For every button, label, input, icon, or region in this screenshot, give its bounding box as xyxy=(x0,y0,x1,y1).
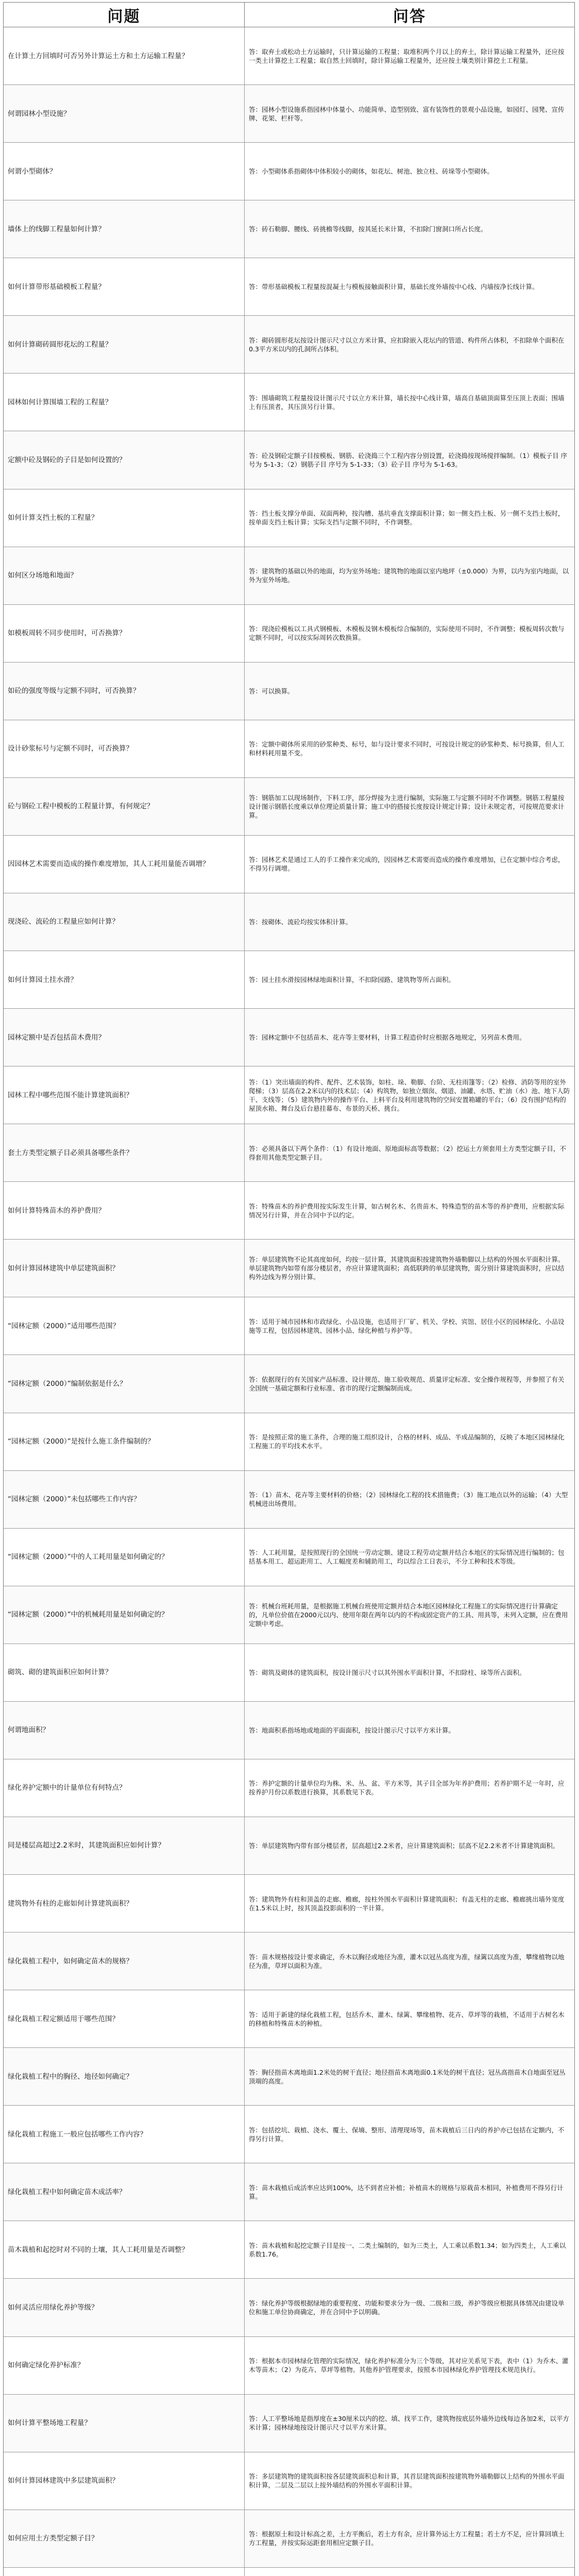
question-cell: 墙体上的线脚工程量如何计算？ xyxy=(4,200,245,258)
answer-cell: 答：绿化养护等级根据绿地的重要程度、功能和要求分为一级、二级和三级，养护等级应根据具体情况由建设单位和施工单位协商确定，并在合同中予以明确。 xyxy=(249,2299,565,2316)
answer-cell: 答：（1）突出墙面的构件、配件、艺术装饰，如柱、垛、勒脚、台阶、无柱雨篷等；（2）检修、消防等用的室外爬梯；（3）层高在2.2米以内的技术层；（4）构筑物，如独立烟囱、烟道、油罐、水塔、贮油（水）池、地下人防干、支线等；（5）建筑物内外的操作平台、上料平台及利用建筑物的空间安置箱罐的平台；（6）没有围护结构的屋顶水箱、舞台及后台悬挂幕布、布景的天桥、挑台。 xyxy=(249,1078,570,1112)
answer-cell: 答：养护定额的计量单位均为株、米、丛、盆、平方米等，其子目全部为年养护费用；若养护期不足一年时，应按养护月份以系数进行换算，其系数见下表。 xyxy=(249,1780,565,1797)
table-row xyxy=(4,1586,574,1644)
answer-cell: 答：取弃土或松动土方运输时，只计算运输的工程量；取堆积两个月以上的弃土，除计算运输工程量外，还应按一类土计算挖土工程量；取自然土回填时，除计算运输工程量外，还应按土壤类别计算挖土工程量。 xyxy=(249,47,565,64)
question-cell: 如何计算园土挂水滑？ xyxy=(4,951,245,1008)
question-column-header: 问题 xyxy=(4,3,245,27)
answer-cell: 答：园土挂水滑按园林绿地面积计算，不扣除园路、建筑物等所占面积。 xyxy=(249,976,455,984)
table-row xyxy=(4,1471,574,1529)
question-cell: 如何计算园林建筑中单层建筑面积？ xyxy=(4,1240,245,1297)
answer-cell: 答：依据现行的有关国家产品标准、设计规范、施工验收规范、质量评定标准、安全操作规程等，并参照了有关全国统一基础定额和行业标准、省市的现行定额编制而成。 xyxy=(249,1375,565,1392)
table-row xyxy=(4,1702,574,1759)
table-row xyxy=(4,1644,574,1702)
answer-cell: 答：园林定额中不包括苗木、花卉等主要材料，计算工程造价时应根据各地规定，另列苗木费用。 xyxy=(249,1033,526,1042)
table-row xyxy=(4,2048,574,2106)
answer-cell: 答：砌筑及砌体的建筑面积，按设计图示尺寸以其外围水平面积计算，不扣除柱、垛等所占面积。 xyxy=(249,1668,526,1676)
question-cell: 何谓园林小型设施？ xyxy=(4,85,245,142)
table-row xyxy=(4,2395,574,2452)
question-cell: “园林定额（2000）”适用哪些范围？ xyxy=(4,1297,245,1354)
question-cell: 如何区分场地和地面？ xyxy=(4,547,245,604)
answer-cell: 答：胸径指苗木离地面1.2米处的树干直径；地径指苗木离地面0.1米处的树干直径；冠丛高指苗木自地面至冠丛顶端的高度。 xyxy=(249,2068,566,2085)
answer-cell: 答：根据原土和设计标高之差，土方平衡后，若土方有余，应计算外运土方工程量；若土方不足，应计算回填土方工程量，并按实际运距套用相应定额子目。 xyxy=(249,2530,565,2547)
question-cell: “园林定额（2000）”未包括哪些工作内容？ xyxy=(4,1471,245,1528)
question-cell: “园林定额（2000）”是按什么施工条件编制的？ xyxy=(4,1413,245,1470)
question-cell: 绿化栽植工程中的胸径、地径如何确定？ xyxy=(4,2048,245,2105)
table-row xyxy=(4,1990,574,2048)
question-cell: 如何计算砌砖圆形花坛的工程量？ xyxy=(4,316,245,373)
qa-table xyxy=(3,2,575,2576)
question-cell: “园林定额（2000）”中的机械耗用量是如何确定的？ xyxy=(4,1586,245,1643)
answer-cell: 答：适用于新建的绿化栽植工程，包括乔木、灌木、绿篱、攀缘植物、花卉、草坪等的栽植，不适用于古树名木的移植和特殊苗木的种植。 xyxy=(249,2010,565,2027)
table-row xyxy=(4,893,574,951)
question-cell: 苗木栽植和起挖时对不同的土壤，其人工耗用量是否调整？ xyxy=(4,2221,245,2278)
answer-cell: 答：必须具备以下两个条件：（1）有设计地面、原地面标高等数据；（2）挖运土方须套用土方类型定额子目，不得套用其他类型定额子目。 xyxy=(249,1144,566,1161)
question-cell: 同是楼层高超过2.2米时，其建筑面积应如何计算？ xyxy=(4,1817,245,1874)
table-row xyxy=(4,1875,574,1933)
question-cell: 园林定额中是否包括苗木费用？ xyxy=(4,1009,245,1066)
question-cell: 园林工程中哪些范围不能计算建筑面积？ xyxy=(4,1066,245,1124)
answer-cell: 答：围墙砌筑工程量按设计图示尺寸以立方米计算，墙长按中心线计算，墙高自基础顶面算至压顶上表面；围墙上有压顶者，其压顶另行计算。 xyxy=(249,394,565,411)
table-row xyxy=(4,316,574,374)
answer-cell: 答：砼及钢砼定额子目按模板、钢筋、砼浇捣三个工程内容分别设置，砼浇捣按现场搅拌编制。（1）模板子目 序号为 5-1-3；（2）钢筋子目 序号为 5-1-33；（3）砼子目 序号为 5-1-63。 xyxy=(249,451,568,468)
table-row xyxy=(4,663,574,720)
answer-cell: 答：苗木规格按设计要求确定，乔木以胸径或地径为准，灌木以冠丛高度为准，绿篱以高度为准，攀缘植物以地径为准，草坪以面积为准。 xyxy=(249,1953,565,1970)
question-cell: 如何计算园林建筑中多层建筑面积？ xyxy=(4,2452,245,2510)
question-cell: 如何应用土方类型定额子目？ xyxy=(4,2510,245,2567)
question-cell: 如何灵活应用绿化养护等级？ xyxy=(4,2279,245,2336)
table-row xyxy=(4,1529,574,1586)
answer-cell: 答：钢筋加工以现场制作，下料工序，部分焊接为主进行编制，实际施工与定额不同时不作调整。钢筋工程量按设计图示钢筋长度乘以单位理论质量计算；施工中的搭接长度按设计规定计算；设计未规定者，可按规范要求计算。 xyxy=(249,793,565,819)
answer-cell: 答：定额中砌体所采用的砂浆种类、标号，如与设计要求不同时，可按设计规定的砂浆种类、标号换算，但人工和材料耗用量不变。 xyxy=(249,740,565,757)
answer-cell: 答：特殊苗木的养护费用按实际发生计算，如古树名木、名贵苗木、特殊造型的苗木等的养护费用，应根据实际情况另行计算，并在合同中予以约定。 xyxy=(249,1202,565,1219)
answer-cell: 答：（1）苗木、花卉等主要材料的价格；（2）园林绿化工程的技术措施费；（3）施工地点以外的运输；（4）大型机械进出场费用。 xyxy=(249,1491,568,1508)
answer-cell: 答：砌砖圆形花坛按设计图示尺寸以立方米计算，应扣除嵌入花坛内的管道、构件所占体积，不扣除单个面积在0.3平方米以内的孔洞所占体积。 xyxy=(249,336,565,353)
question-cell: 绿化栽植工程施工一般应包括哪些工作内容？ xyxy=(4,2106,245,2163)
table-row xyxy=(4,547,574,605)
table-row xyxy=(4,200,574,258)
question-cell: 如何计算平整场地工程量？ xyxy=(4,2395,245,2452)
question-cell: 建筑物外有柱的走廊如何计算建筑面积？ xyxy=(4,1875,245,1932)
answer-cell: 答：机械台班耗用量，是根据施工机械台班使用定额并结合本地区园林绿化工程施工的实际情况进行计算确定的，凡单位价值在2000元以内、使用年限在两年以内的不构成固定资产的工具、用具等，未列入定额，应在费用定额中考虑。 xyxy=(249,1602,568,1628)
table-row xyxy=(4,836,574,893)
question-cell: 如何计算特殊苗木的养护费用？ xyxy=(4,1182,245,1239)
table-row xyxy=(4,27,574,85)
answer-cell: 答：包括挖坑、栽植、浇水、覆土、保墒、整形、清理现场等，苗木栽植后三日内的养护亦已包括在定额内，不得另行计算。 xyxy=(249,2126,565,2143)
answer-cell: 答：地面积系指场地或地面的平面面积，按设计图示尺寸以平方米计算。 xyxy=(249,1726,455,1734)
answer-cell: 答：多层建筑物的建筑面积按各层建筑面积总和计算，其首层建筑面积按建筑物外墙勒脚以上结构的外围水平面积计算，二层及二层以上按外墙结构的外围水平面积计算。 xyxy=(249,2472,565,2489)
table-row xyxy=(4,2279,574,2336)
question-cell: 如何计算支挡土板的工程量？ xyxy=(4,489,245,547)
question-cell: 绿化养护定额中的计量单位有何特点？ xyxy=(4,1759,245,1817)
question-cell: 定额中砼及钢砼的子目是如何设置的？ xyxy=(4,431,245,488)
question-cell: 在计算土方回填时可否另外计算运土方和土方运输工程量？ xyxy=(4,27,245,84)
table-row xyxy=(4,1413,574,1471)
answer-column-header: 问答 xyxy=(245,3,574,27)
question-cell: 绿化栽植工程定额适用于哪些范围？ xyxy=(4,1990,245,2047)
question-cell: 园林如何计算围墙工程的工程量？ xyxy=(4,374,245,431)
table-row xyxy=(4,489,574,547)
table-row xyxy=(4,951,574,1009)
answer-cell: 答：带形基础模板工程量按混凝土与模板接触面积计算，基础长度外墙按中心线、内墙按净长线计算。 xyxy=(249,283,539,291)
question-cell: 套土方类型定额子目必须具备哪些条件？ xyxy=(4,1124,245,1181)
table-row xyxy=(4,2568,574,2576)
table-row xyxy=(4,258,574,316)
question-cell: 如何计算带形基础模板工程量？ xyxy=(4,258,245,315)
answer-cell: 答：现浇砼模板以工具式钢模板、木模板及钢木模板综合编制的，实际使用不同时，不作调整；模板周转次数与定额不同时，可以按实际周转次数换算。 xyxy=(249,625,565,642)
answer-cell: 答：小型砌体系指砌体中体积较小的砌体，如花坛、树池、独立柱、砖垛等小型砌体。 xyxy=(249,167,494,176)
answer-cell xyxy=(245,2568,574,2576)
question-cell: 砼与钢砼工程中模板的工程量计算，有何规定？ xyxy=(4,778,245,835)
table-row xyxy=(4,374,574,431)
table-row xyxy=(4,85,574,143)
question-cell: 如模板周转不同步使用时，可否换算？ xyxy=(4,605,245,662)
table-body xyxy=(4,27,574,2576)
question-cell: 绿化栽植工程中如何确定苗木成活率？ xyxy=(4,2163,245,2221)
question-cell: 何谓地面积？ xyxy=(4,1702,245,1759)
table-row xyxy=(4,1124,574,1182)
answer-cell: 答：园林小型设施系指园林中体量小、功能简单、造型别致、富有装饰性的景观小品设施，如园灯、园凳、宣传牌、花架、栏杆等。 xyxy=(249,105,565,122)
question-cell: “园林定额（2000）”中的人工耗用量是如何确定的？ xyxy=(4,1529,245,1586)
answer-cell: 答：人工耗用量，是按照现行的全国统一劳动定额、建设工程劳动定额并结合本地区的实际情况进行编制的；包括基本用工、超运距用工、人工幅度差和辅助用工，均以综合工日表示，不分工种和技术等级。 xyxy=(249,1549,565,1566)
answer-cell: 答：建筑物外有柱和顶盖的走廊、檐廊，按柱外围水平面积计算建筑面积；有盖无柱的走廊、檐廊挑出墙外宽度在1.5米以上时，按其顶盖投影面积的一半计算。 xyxy=(249,1895,565,1912)
answer-cell: 答：人工平整场地是指厚度在±30厘米以内的挖、填、找平工作，建筑物按底层外墙外边线每边各加2米，以平方米计算；园林绿地按设计图示尺寸以平方米计算。 xyxy=(249,2415,569,2432)
table-row xyxy=(4,1240,574,1297)
table-row xyxy=(4,143,574,200)
table-row xyxy=(4,1009,574,1066)
answer-cell: 答：是按照正常的施工条件，合理的施工组织设计，合格的材料、成品、半成品编制的，反映了本地区园林绿化工程施工的平均技术水平。 xyxy=(249,1433,565,1450)
answer-cell: 答：砖石勒脚、腰线、砖挑檐等线脚，按其延长米计算，不扣除门窗洞口所占长度。 xyxy=(249,225,487,233)
table-row xyxy=(4,778,574,836)
table-row xyxy=(4,1355,574,1413)
answer-cell: 答：适用于城市园林和市政绿化、小品设施，也适用于厂矿、机关、学校、宾馆、居住小区的园林绿化、小品设施等工程，包括园林建筑、园林小品、绿化种植与养护等。 xyxy=(249,1317,565,1334)
table-row xyxy=(4,2106,574,2163)
answer-cell: 答：根据本市园林绿化管理的实际情况，绿化养护标准分为三个等级，其对应关系见下表，表中（1）为乔木、灌木等苗木；（2）为花卉、草坪等植物。其他养护管理要求，按照本市园林绿化养护管理技术规范执行。 xyxy=(249,2357,569,2374)
table-row xyxy=(4,2337,574,2395)
answer-cell: 答：苗木栽植和起挖定额子目是按一、二类土编制的，如为三类土，人工乘以系数1.34；如为四类土，人工乘以系数1.76。 xyxy=(249,2241,566,2258)
table-row xyxy=(4,1933,574,1990)
answer-cell: 答：可以换算。 xyxy=(249,687,294,695)
question-cell: 因园林艺术需要而造成的操作难度增加，其人工耗用量能否调增？ xyxy=(4,836,245,893)
question-cell: 砌筑、砌的建筑面积应如何计算？ xyxy=(4,1644,245,1701)
table-row xyxy=(4,720,574,778)
question-cell: 何谓小型砌体？ xyxy=(4,143,245,200)
answer-cell: 答：建筑物的基础以外的地面，均为室外场地；建筑物的地面以室内地坪（±0.000）为界，以内为室内地面，以外为室外场地。 xyxy=(249,567,569,584)
table-row xyxy=(4,2163,574,2221)
answer-cell: 答：园林艺术是通过工人的手工操作来完成的，因园林艺术需要而造成的操作难度增加，已在定额中综合考虑，不得另行调增。 xyxy=(249,856,565,873)
table-row xyxy=(4,1297,574,1355)
question-cell xyxy=(4,2568,245,2576)
question-cell: 如砼的强度等级与定额不同时，可否换算？ xyxy=(4,663,245,720)
table-header xyxy=(4,3,574,27)
question-cell: 现浇砼、流砼的工程量应如何计算？ xyxy=(4,893,245,951)
answer-cell: 答：挡土板支撑分单面、双面两种，按沟槽、基坑垂直支撑面积计算；如一侧支挡土板、另一侧不支挡土板时，按单面支挡土板计算；实际支挡与定额不同时，不作调整。 xyxy=(249,510,565,527)
question-cell: 设计砂浆标号与定额不同时，可否换算？ xyxy=(4,720,245,777)
table-row xyxy=(4,1817,574,1875)
answer-cell: 答：苗木栽植后成活率应达到100%，达不到者应补植；补植苗木的规格与原栽苗木相同，补植费用不得另行计算。 xyxy=(249,2183,564,2200)
table-row xyxy=(4,605,574,663)
table-row xyxy=(4,1182,574,1240)
question-cell: 如何确定绿化养护标准？ xyxy=(4,2337,245,2394)
table-row xyxy=(4,2221,574,2279)
table-row xyxy=(4,2452,574,2510)
answer-cell: 答：单层建筑物内带有部分楼层者，层高超过2.2米者，应计算建筑面积；层高不足2.2米者不计算建筑面积。 xyxy=(249,1841,559,1850)
question-cell: 绿化栽植工程中，如何确定苗木的规格？ xyxy=(4,1933,245,1990)
answer-cell: 答：按砌体、流砼均按实体积计算。 xyxy=(249,918,352,926)
table-row xyxy=(4,2510,574,2568)
table-row xyxy=(4,1759,574,1817)
answer-cell: 答：单层建筑物不论其高度如何，均按一层计算，其建筑面积按建筑物外墙勒脚以上结构的外围水平面积计算。单层建筑物内如带有部分楼层者，亦应计算建筑面积；高低联跨的单层建筑物，需分别计算建筑面积时，应以结构外边线为界分别计算。 xyxy=(249,1256,565,1281)
table-row xyxy=(4,1066,574,1124)
table-row xyxy=(4,431,574,489)
question-cell: “园林定额（2000）”编制依据是什么？ xyxy=(4,1355,245,1412)
